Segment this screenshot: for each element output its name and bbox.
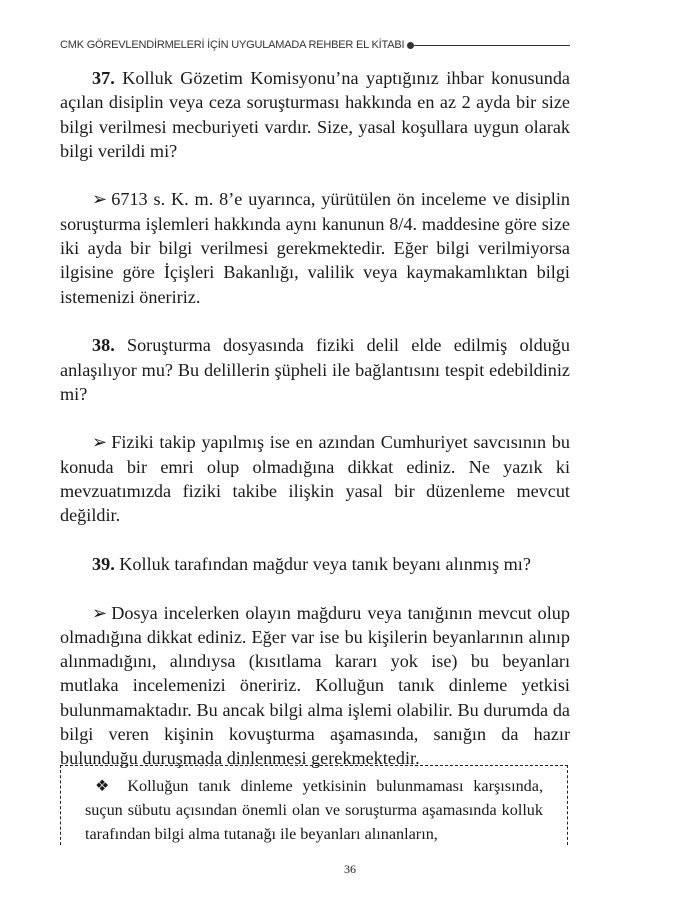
question-text: Soruşturma dosyasında fiziki delil elde edilmiş olduğu anlaşılıyor mu? Bu delillerin şüpheli ile bağlantısını tespit edebildiniz mi? [60, 335, 570, 404]
arrow-bullet-icon: ➢ [92, 432, 108, 453]
question-number: 37. [92, 68, 115, 88]
answer-text: Dosya incelerken olayın mağduru veya tanığının mevcut olup olmadığına dikkat ediniz. Eğer var ise bu kişilerin beyanlarının alınıp alınmadığını, alındıysa (kısıtlama kararı yok ise) bu beyanları mutlaka incelemenizi öneririz. Kolluğun tanık dinleme yetkisi bulunmamaktadır. Bu ancak bilgi alma işlemi olabilir. Bu durumda da bilgi veren kişinin kovuşturma aşamasında, sanığın da hazır bulunduğu duruşmada dinlenmesi gerekmektedir. [60, 602, 570, 769]
answer-39 [60, 601, 570, 771]
answer-text: Fiziki takip yapılmış ise en azından Cumhuriyet savcısının bu konuda bir emri olup olmadığına dikkat ediniz. Ne yazık ki mevzuatımızda fiziki takibe ilişkin yasal bir düzenleme mevcut değildir. [60, 432, 570, 526]
arrow-bullet-icon: ➢ [92, 602, 108, 623]
answer-37 [60, 187, 570, 308]
arrow-bullet-icon: ➢ [92, 189, 108, 210]
page-body [60, 66, 570, 771]
header-title: CMK GÖREVLENDİRMELERİ İÇİN UYGULAMADA REHBER EL KİTABI [60, 39, 405, 51]
answer-38 [60, 430, 570, 527]
question-text: Kolluk tarafından mağdur veya tanık beyanı alınmış mı? [114, 553, 531, 574]
answer-text: 6713 s. K. m. 8’e uyarınca, yürütülen ön inceleme ve disiplin soruşturma işlemleri hakkında aynı kanunun 8/4. maddesine göre size iki ayda bir bilgi verilmesi gerekmektedir. Eğer bilgi verilmiyorsa ilgisine göre İçişleri Bakanlığı, valilik veya kaymakamlıktan bilgi istemenizi öneririz. [60, 189, 570, 307]
question-37 [60, 66, 570, 163]
note-text [85, 774, 543, 846]
question-text: Kolluk Gözetim Komisyonu’na yaptığınız ihbar konusunda açılan disiplin veya ceza soruşturması hakkında en az 2 ayda bir size bilgi verilmesi mecburiyeti vardır. Size, yasal koşullara uygun olarak bilgi verildi mi? [60, 68, 570, 161]
header-bullet-dot [407, 42, 414, 49]
question-39 [60, 552, 570, 576]
note-body: Kolluğun tanık dinleme yetkisinin bulunmaması karşısında, suçun sübutu açısından önemli olan ve soruşturma aşamasında kolluk tarafından bilgi alma tutanağı ile beyanları alınanların, [85, 777, 544, 843]
note-box [60, 765, 568, 845]
diamond-bullet-icon: ❖ [95, 777, 116, 795]
question-38 [60, 333, 570, 406]
page-number: 36 [344, 862, 356, 876]
question-number: 39. [92, 553, 115, 574]
running-header [60, 34, 570, 56]
header-rule [414, 45, 570, 46]
question-number: 38. [92, 335, 115, 356]
